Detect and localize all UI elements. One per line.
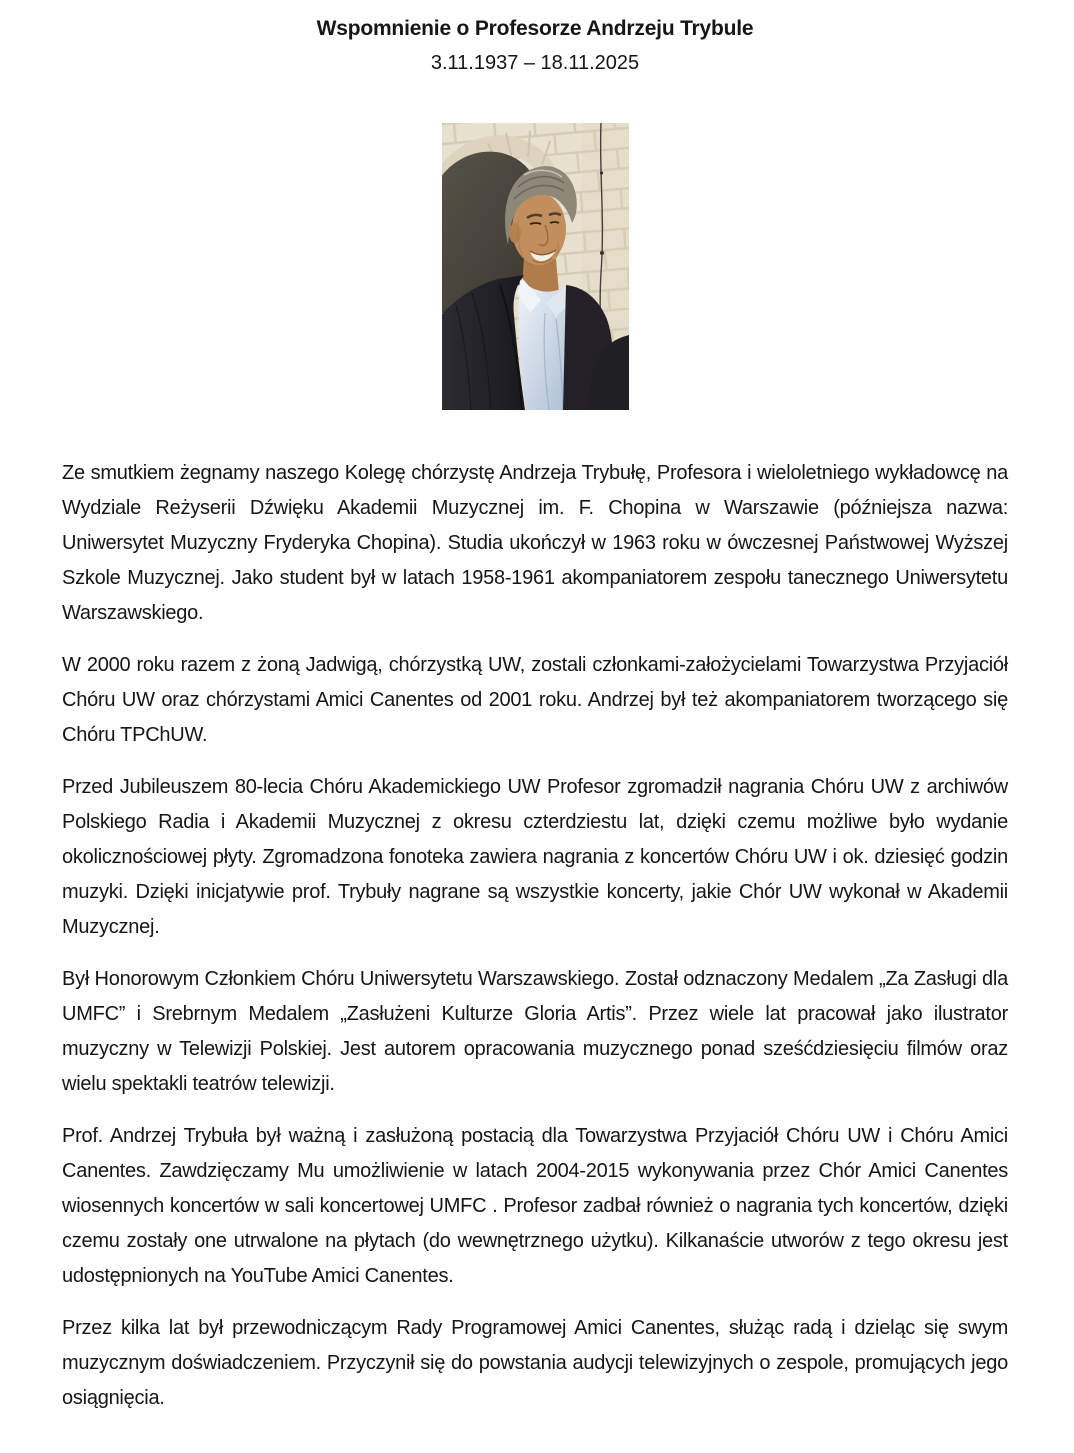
portrait-photo-image — [442, 123, 629, 410]
document-body — [62, 456, 1008, 1416]
page-title: Wspomnienie o Profesorze Andrzeju Trybule — [316, 17, 754, 40]
portrait-photo — [442, 123, 629, 410]
body-paragraph-3: Przed Jubileuszem 80-lecia Chóru Akademickiego UW Profesor zgromadził nagrania Chóru UW z archiwów Polskiego Radia i Akademii Muzycznej z okresu czterdziestu lat, dzięki czemu możliwe było wydanie okolicznościowej płyty. Zgromadzona fonoteka zawiera nagrania z koncertów Chóru UW i ok. dziesięć godzin muzyki. Dzięki inicjatywie prof. Trybuły nagrane są wszystkie koncerty, jakie Chór UW wykonał w Akademii Muzycznej. — [62, 776, 1008, 938]
body-paragraph-6: Przez kilka lat był przewodniczącym Rady Programowej Amici Canentes, służąc radą i dzieląc się swym muzycznym doświadczeniem. Przyczynił się do powstania audycji telewizyjnych o zespole, promujących jego osiągnięcia. — [62, 1317, 1008, 1409]
body-paragraph-4: Był Honorowym Członkiem Chóru Uniwersytetu Warszawskiego. Został odznaczony Medalem „Za Zasługi dla UMFC” i Srebrnym Medalem „Zasłużeni Kulturze Gloria Artis”. Przez wiele lat pracował jako ilustrator muzyczny w Telewizji Polskiej. Jest autorem opracowania muzycznego ponad sześćdziesięciu filmów oraz wielu spektakli teatrów telewizji. — [62, 968, 1008, 1095]
life-dates: 3.11.1937 – 18.11.2025 — [430, 52, 640, 74]
body-paragraph-5: Prof. Andrzej Trybuła był ważną i zasłużoną postacią dla Towarzystwa Przyjaciół Chóru UW i Chóru Amici Canentes. Zawdzięczamy Mu umożliwienie w latach 2004-2015 wykonywania przez Chór Amici Canentes wiosennych koncertów w sali koncertowej UMFC . Profesor zadbał również o nagrania tych koncertów, dzięki czemu zostały one utrwalone na płytach (do wewnętrznego użytku). Kilkanaście utworów z tego okresu jest udostępnionych na YouTube Amici Canentes. — [62, 1125, 1008, 1287]
body-paragraph-1: Ze smutkiem żegnamy naszego Kolegę chórzystę Andrzeja Trybułę, Profesora i wieloletniego wykładowcę na Wydziale Reżyserii Dźwięku Akademii Muzycznej im. F. Chopina w Warszawie (późniejsza nazwa: Uniwersytet Muzyczny Fryderyka Chopina). Studia ukończył w 1963 roku w ówczesnej Państwowej Wyższej Szkole Muzycznej. Jako student był w latach 1958-1961 akompaniatorem zespołu tanecznego Uniwersytetu Warszawskiego. — [62, 462, 1008, 624]
document-header — [62, 12, 1008, 80]
body-paragraph-2: W 2000 roku razem z żoną Jadwigą, chórzystką UW, zostali członkami-założycielami Towarzystwa Przyjaciół Chóru UW oraz chórzystami Amici Canentes od 2001 roku. Andrzej był też akompaniatorem tworzącego się Chóru TPChUW. — [62, 654, 1008, 746]
